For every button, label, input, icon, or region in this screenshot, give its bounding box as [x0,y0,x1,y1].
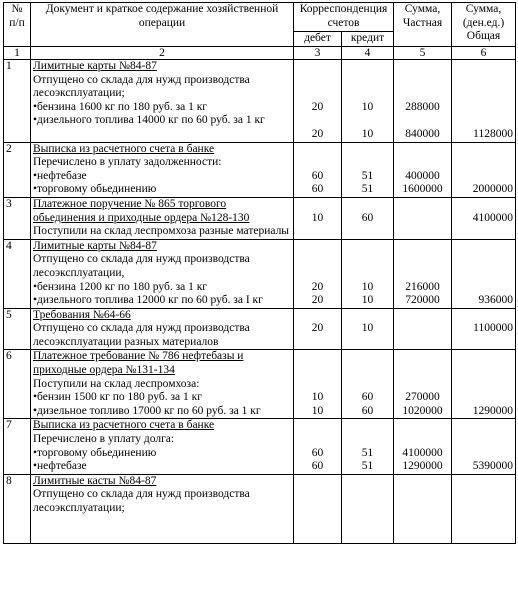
operation-description: Отпущено со склада для нужд производства [33,253,250,266]
column-index: 4 [342,47,394,60]
item-line: •нефтебазе [33,460,87,473]
item-line: •бензин 1500 кг по 180 руб. за 1 кг [33,391,202,404]
total-sum: 1290000 [472,404,513,417]
credit-value: 51 [361,169,374,182]
header-num: № п/п [4,3,31,47]
row-number: 6 [4,350,31,419]
item-line: •дизельного топлива 14000 кг по 60 руб. за 1 кг [33,114,265,127]
operation-description: Отпущено со склада для нужд производства [33,73,250,86]
table-row [4,308,516,350]
total-sum: 2000000 [472,183,513,196]
private-sum-cell [394,350,452,419]
credit-value: 10 [361,100,374,113]
credit-cell [342,308,394,350]
operation-cell [31,474,294,543]
column-index: 5 [394,47,452,60]
item-line: •дизельное топливо 17000 кг по 60 руб. за 1 кг [33,404,261,417]
header-sum-private: Сумма, Частная [394,3,452,47]
operation-description: лесоэксплуатации; [33,502,125,514]
private-sum: 270000 [405,391,440,404]
item-line: •бензина 1600 кг по 180 руб. за 1 кг [33,100,208,113]
credit-value: 60 [361,391,374,404]
debit-value: 60 [311,183,324,196]
private-sum: 1600000 [402,183,443,196]
debit-cell [294,142,342,197]
table-row [4,474,516,543]
operation-description: Перечислено в уплату задолженности: [33,156,222,169]
debit-value: 10 [311,211,324,224]
credit-value: 51 [361,460,374,473]
operation-cell [31,308,294,350]
private-sum: 840000 [405,127,440,140]
row-number: 8 [4,474,31,543]
private-sum: 1020000 [402,404,443,417]
item-line: •торговому обьединению [33,446,157,459]
item-line: •бензина 1200 кг по 180 руб. за 1 кг [33,280,208,293]
operation-cell [31,60,294,143]
debit-value: 20 [311,322,324,335]
credit-value: 10 [361,294,374,307]
credit-cell [342,60,394,143]
document-title: Выписка из расчетного счета в банке [33,142,215,155]
private-sum: 1290000 [402,460,443,473]
private-sum-cell [394,308,452,350]
total-sum-cell [452,197,516,239]
document-title: Лимитные карты №84-87 [33,60,157,72]
credit-value: 10 [361,280,374,293]
credit-cell [342,350,394,419]
credit-value: 60 [361,211,374,224]
row-number: 5 [4,308,31,350]
total-sum-cell [452,350,516,419]
document-title: Требования №64-66 [33,308,131,321]
debit-cell [294,197,342,239]
total-sum-cell [452,142,516,197]
debit-value: 60 [311,460,324,473]
operation-description: Отпущено со склада для нужд производства лесоэксплуатации разных материалов [33,322,250,348]
private-sum: 4100000 [402,446,443,459]
total-sum: 5390000 [472,460,513,473]
credit-cell [342,419,394,474]
operation-cell [31,197,294,239]
private-sum-cell [394,419,452,474]
debit-cell [294,239,342,308]
credit-cell [342,474,394,543]
debit-cell [294,60,342,143]
debit-value: 10 [311,404,324,417]
total-sum-cell [452,239,516,308]
column-index: 1 [4,47,31,60]
row-number: 2 [4,142,31,197]
operation-description: Перечислено в уплату долга: [33,433,175,446]
credit-value: 51 [361,446,374,459]
journal-table [3,2,516,544]
debit-value: 20 [311,127,324,140]
credit-value: 10 [361,127,374,140]
debit-value: 20 [311,100,324,113]
total-sum-cell [452,60,516,143]
item-line: •торговому обьединению [33,183,157,196]
total-sum-cell [452,419,516,474]
header-credit: кредит [342,32,394,47]
table-row [4,239,516,308]
header-document: Документ и краткое содержание хозяйственной операции [31,3,294,47]
total-sum: 1100000 [473,322,513,335]
operation-cell [31,419,294,474]
document-title: Платежное поручение № 865 торгового обьединения и приходные ордера №128-130 [33,197,250,224]
table-row [4,419,516,474]
operation-description: Отпущено со склада для нужд производства [33,488,250,501]
debit-cell [294,474,342,543]
private-sum: 400000 [405,169,440,182]
credit-value: 10 [361,322,374,335]
total-sum: 4100000 [472,211,513,224]
private-sum: 216000 [405,280,440,293]
operation-cell [31,350,294,419]
debit-cell [294,308,342,350]
operation-cell [31,239,294,308]
debit-value: 20 [311,280,324,293]
operation-description: лесоэксплуатации, [33,266,125,279]
document-title: Лимитные касты №84-87 [33,474,157,487]
operation-description: Поступили на склад леспромхоза разные материалы [33,225,290,238]
column-index: 6 [452,47,516,60]
operation-cell [31,142,294,197]
document-title: Платежное требование № 786 нефтебазы и приходные ордера №131-134 [33,350,244,377]
private-sum-cell [394,142,452,197]
document-title: Выписка из расчетного счета в банке [33,419,215,432]
debit-value: 60 [311,169,324,182]
private-sum-cell [394,197,452,239]
private-sum: 288000 [405,100,440,113]
credit-cell [342,239,394,308]
private-sum-cell [394,474,452,543]
header-correspondence: Корреспонденция счетов [294,3,394,32]
debit-cell [294,350,342,419]
debit-value: 60 [311,446,324,459]
private-sum-cell [394,60,452,143]
column-index: 3 [294,47,342,60]
total-sum-cell [452,474,516,543]
total-sum-cell [452,308,516,350]
header-debit: дебет [294,32,342,47]
table-row [4,60,516,143]
column-index: 2 [31,47,294,60]
table-row [4,142,516,197]
operation-description: Поступили на склад леспромхоза: [33,377,200,390]
operation-description: лесоэксплуатации; [33,87,125,100]
credit-cell [342,197,394,239]
private-sum: 720000 [405,294,440,307]
item-line: •дизельного топлива 12000 кг по 60 руб. за I кг [33,294,263,307]
item-line: •нефтебазе [33,169,87,182]
row-number: 3 [4,197,31,239]
total-sum: 936000 [478,294,513,307]
row-number: 7 [4,419,31,474]
debit-value: 10 [311,391,324,404]
credit-value: 51 [361,183,374,196]
private-sum-cell [394,239,452,308]
document-title: Лимитные карты №84-87 [33,239,157,252]
debit-cell [294,419,342,474]
table-row [4,197,516,239]
credit-value: 60 [361,404,374,417]
header-sum-total: Сумма, (ден.ед.) Общая [452,3,516,47]
debit-value: 20 [311,294,324,307]
table-row [4,350,516,419]
row-number: 1 [4,60,31,143]
total-sum: 1128000 [473,127,513,140]
row-number: 4 [4,239,31,308]
credit-cell [342,142,394,197]
